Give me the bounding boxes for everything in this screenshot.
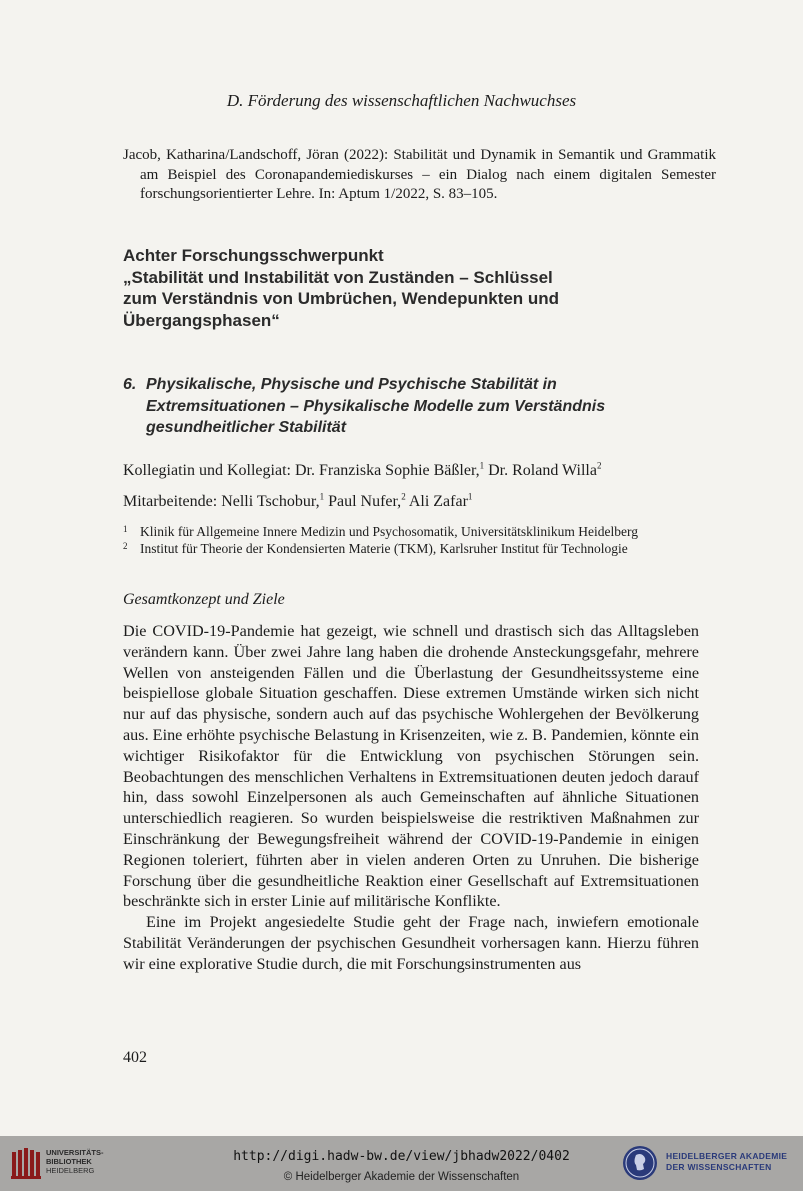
subsection-number: 6. (123, 376, 137, 393)
affiliation-marker: 1 (123, 524, 128, 534)
kollegiaten-label: Kollegiatin und Kollegiat: (123, 462, 291, 479)
paragraph: Eine im Projekt angesiedelte Studie geht der Frage nach, inwiefern emotionale Stabilität Veränderungen der psychischen Gesundheit vorhersagen kann. Hierzu führen wir eine explorative Studie durch, die mit Forschungsinstrumenten aus (123, 913, 699, 973)
subsection-title-line: gesundheitlicher Stabilität (146, 419, 347, 436)
academy-name (666, 1151, 787, 1173)
academy-name-line: HEIDELBERGER AKADEMIE (666, 1151, 788, 1161)
section-title (123, 245, 703, 331)
section-title-line: Übergangsphasen“ (123, 310, 280, 330)
affiliation-text: Institut für Theorie der Kondensierten Materie (TKM), Karlsruher Institut für Technologie (140, 541, 628, 556)
subsection-title-line: Physikalische, Physische und Psychische Stabilität in (146, 376, 557, 393)
body-text (123, 621, 699, 975)
section-title-line: zum Verständnis von Umbrüchen, Wendepunkten und (123, 289, 560, 308)
person-name: Dr. Roland Willa (488, 462, 597, 479)
affiliation-mark: 2 (401, 491, 406, 502)
subheading: Gesamtkonzept und Ziele (123, 591, 285, 608)
affiliation-item (123, 540, 713, 557)
affiliation-mark: 1 (319, 491, 325, 502)
mitarbeitende-line (123, 492, 703, 512)
mitarbeitende-label: Mitarbeitende: (123, 493, 218, 510)
page-number: 402 (123, 1049, 147, 1066)
affiliation-mark: 1 (479, 460, 485, 471)
academy-name-line: DER WISSENSCHAFTEN (666, 1162, 772, 1172)
running-head: D. Förderung des wissenschaftlichen Nachwuchses (226, 91, 577, 110)
affiliation-text: Klinik für Allgemeine Innere Medizin und Psychosomatik, Universitätsklinikum Heidelberg (140, 524, 639, 539)
person-name: Ali Zafar (408, 493, 468, 510)
footer-bar (0, 1136, 803, 1191)
affiliation-marker: 2 (123, 541, 128, 551)
bibliography-reference: Jacob, Katharina/Landschoff, Jöran (2022): Stabilität und Dynamik in Semantik und Grammatik am Beispiel des Coronapandemiediskurses – ein Dialog nach einem digitalen Semester forschungsorientierter Lehre. In: Aptum 1/2022, S. 83–105. (123, 147, 716, 202)
source-url-link[interactable]: http://digi.hadw-bw.de/view/jbhadw2022/0402 (233, 1149, 570, 1164)
person-name: Nelli Tschobur, (221, 493, 320, 510)
library-name-line: UNIVERSITÄTS- (46, 1148, 104, 1157)
section-title-line: Achter Forschungsschwerpunkt (123, 246, 384, 265)
affiliation-item (123, 523, 713, 540)
person-name: Paul Nufer, (328, 493, 402, 510)
kollegiaten-line (123, 461, 703, 481)
subsection-title (123, 374, 693, 439)
library-name-line: BIBLIOTHEK (46, 1157, 92, 1166)
paragraph: Die COVID-19-Pandemie hat gezeigt, wie schnell und drastisch sich das Alltagsleben verändern kann. Über zwei Jahre lang haben die drohende Ansteckungsgefahr, mehrere Wellen von ansteigenden Fällen und die Überlastung der Gesundheitssysteme eine beispiellose globale Situation geschaffen. Diese extremen Umstände wirken sich nicht nur auf das physische, sondern auch auf das psychische Wohlergehen der Bevölkerung aus. Eine erhöhte psychische Belastung in Krisenzeiten, wie z. B. Pandemien, könnte ein wichtiger Risikofaktor für die Entwicklung von psychischen Störungen sein. Beobachtungen des menschlichen Verhaltens in Extremsituationen deuten jedoch darauf hin, dass sowohl Einzelpersonen als auch Gemeinschaften auf ähnliche Situationen unterschiedlich reagieren. So wurden beispielsweise die restriktiven Maßnahmen zur Einschränkung der Bewegungsfreiheit während der COVID-19-Pandemie in einigen Regionen toleriert, führten aber in vielen anderen Orten zu Unruhen. Die bisherige Forschung über die gesundheitliche Reaktion einer Gesellschaft auf Extremsituationen beschränkte sich in erster Linie auf militärische Konflikte. (123, 622, 699, 911)
subsection-title-line: Extremsituationen – Physikalische Modelle zum Verständnis (146, 397, 606, 415)
academy-seal-icon (622, 1145, 658, 1181)
person-name: Dr. Franziska Sophie Bäßler, (294, 462, 480, 479)
library-name-line: HEIDELBERG (46, 1166, 95, 1175)
affiliation-mark: 2 (596, 460, 602, 471)
section-title-line: „Stabilität und Instabilität von Zuständen – Schlüssel (123, 267, 553, 287)
copyright-notice: © Heidelberger Akademie der Wissenschaften (283, 1171, 520, 1183)
affiliation-mark: 1 (467, 491, 473, 502)
